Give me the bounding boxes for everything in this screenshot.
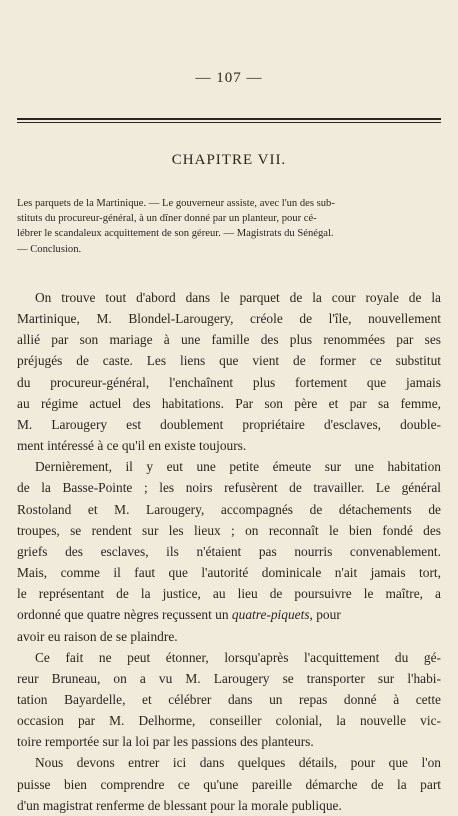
text-line: avoir eu raison de se plaindre. <box>17 628 178 644</box>
text-line: Martinique, M. Blondel-Larougery, créole de l'île, nouvellement <box>17 311 441 327</box>
chapter-summary <box>17 196 441 257</box>
text-line: au régime actuel des habitations. Par son père et par sa femme, <box>17 395 441 411</box>
text-line: Dernièrement, il y eut une petite émeute sur une habitation <box>35 459 441 475</box>
text-line: On trouve tout d'abord dans le parquet de la cour royale de la <box>35 290 441 305</box>
text-line: ment intéressé à ce qu'il en existe toujours. <box>17 438 247 454</box>
text-line: le représentant de la justice, au lieu de poursuivre le maître, a <box>17 586 441 602</box>
text-line: toire remportée sur la loi par les passions des planteurs. <box>17 734 314 750</box>
text-line: du procureur-général, l'enchaînent plus fortement que jamais <box>17 374 441 390</box>
header-rule <box>17 118 441 120</box>
text-line: tation Bayardelle, et célébrer dans un repas donné à cette <box>17 691 441 707</box>
page-number: — 107 — <box>195 70 263 86</box>
summary-line: stituts du procureur-général, à un dîner donné par un planteur, pour cé- <box>17 213 317 225</box>
text-line: puisse bien comprendre ce qu'une pareille démarche de la part <box>17 776 441 792</box>
text-line: griefs des esclaves, ils n'étaient pas nourris convenablement. <box>17 543 441 559</box>
text-line-with-emphasis <box>17 604 441 625</box>
text-line: reur Bruneau, on a vu M. Larougery se transporter sur l'habi- <box>17 670 441 686</box>
text-line: troupes, se rendent sur les lieux ; on reconnaît le bien fondé des <box>17 522 441 538</box>
header-rule-thin <box>17 122 441 123</box>
text-segment: ordonné que quatre nègres reçussent un <box>17 607 232 623</box>
text-line: préjugés de caste. Les liens que vient de former ce substitut <box>17 353 441 369</box>
text-segment: , pour <box>309 607 341 623</box>
summary-line: — Conclusion. <box>17 243 82 255</box>
body-text <box>17 287 441 816</box>
text-line: Nous devons entrer ici dans quelques détails, pour que l'on <box>35 755 441 771</box>
text-line: d'un magistrat renferme de blessant pour la morale publique. <box>17 797 342 813</box>
text-line: M. Larougery est doublement propriétaire d'esclaves, double- <box>17 416 441 432</box>
chapter-title: CHAPITRE VII. <box>171 152 287 168</box>
summary-line: lébrer le scandaleux acquittement de son géreur. — Magistrats du Sénégal. <box>17 228 334 240</box>
text-line: de la Basse-Pointe ; les noirs refusèrent de travailler. Le général <box>17 480 441 496</box>
text-line: Mais, comme il faut que l'autorité dominicale n'ait jamais tort, <box>17 565 441 581</box>
text-line: Rostoland et M. Larougery, accompagnés de détachements de <box>17 501 441 517</box>
emphasis-text: quatre-piquets <box>231 607 310 623</box>
text-line: occasion par M. Delhorme, conseiller colonial, la nouvelle vic- <box>17 713 441 729</box>
summary-line: Les parquets de la Martinique. — Le gouverneur assiste, avec l'un des sub- <box>17 198 335 209</box>
text-line: allié par son mariage à une famille des plus renommées par ses <box>17 332 441 348</box>
text-line: Ce fait ne peut étonner, lorsqu'après l'acquittement du gé- <box>35 649 441 665</box>
